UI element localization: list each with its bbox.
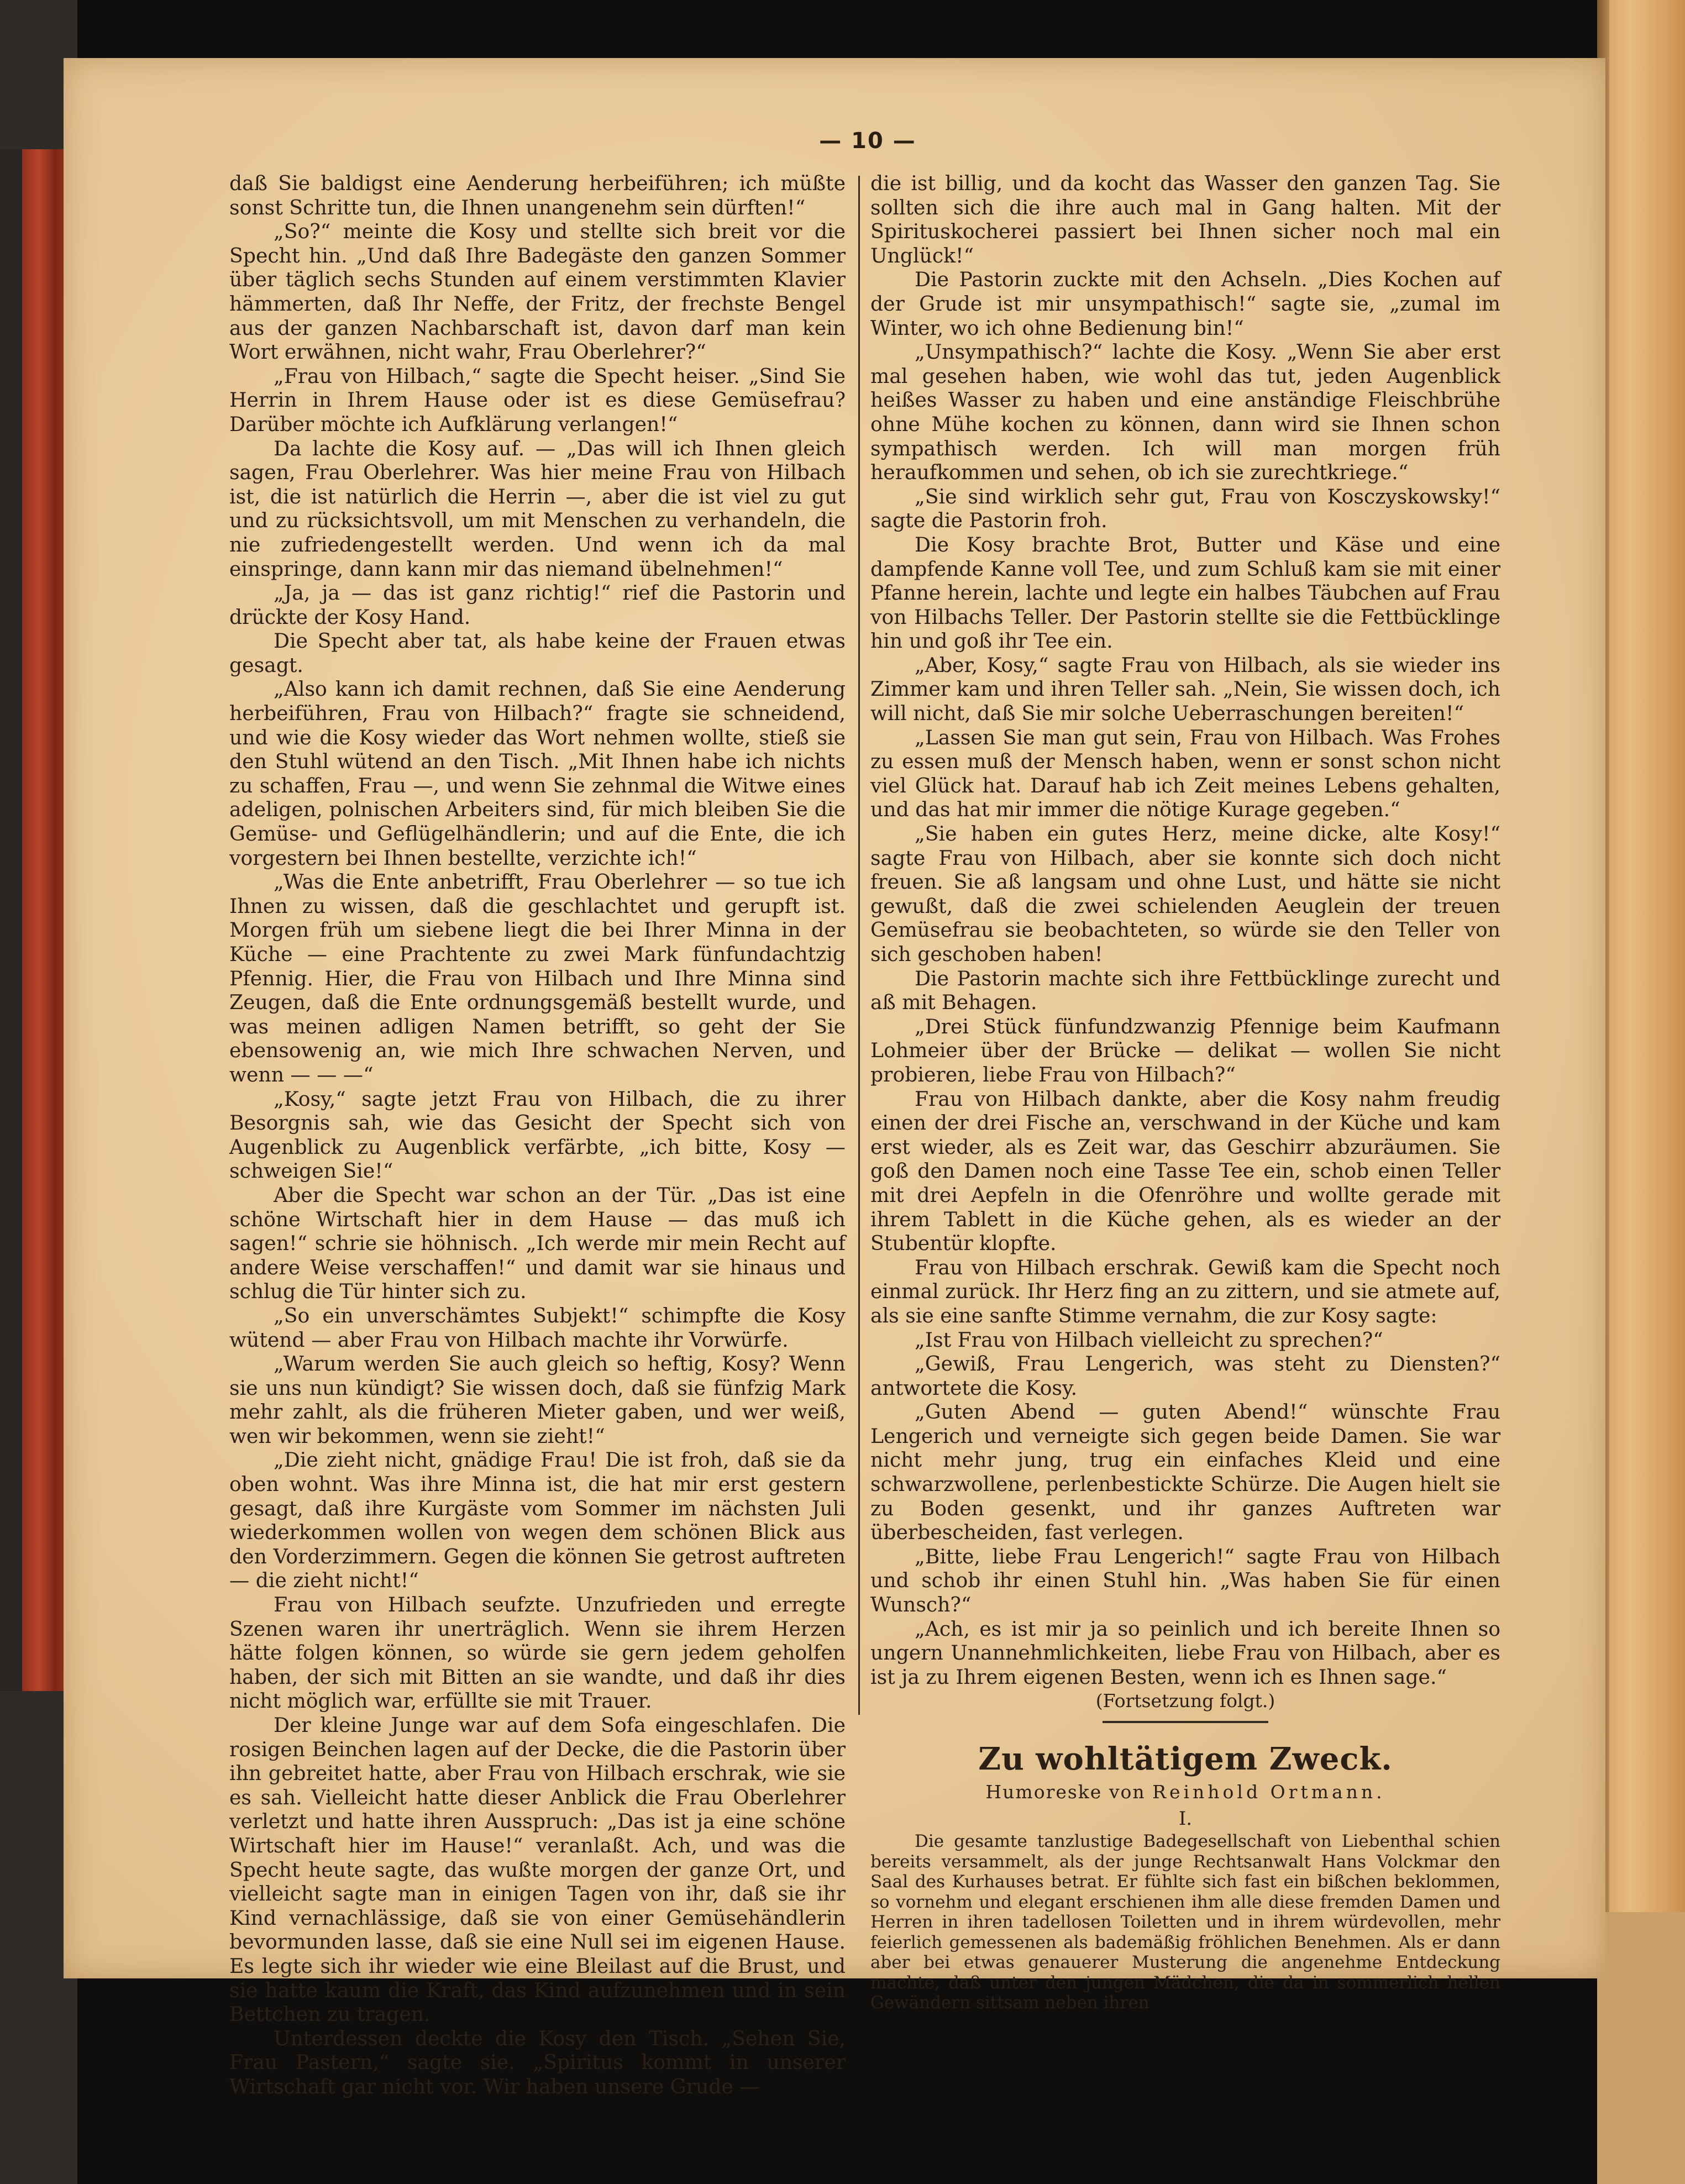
paragraph: Frau von Hilbach erschrak. Gewiß kam die Specht noch einmal zurück. Ihr Herz fing an zu zittern, und sie atmete auf, als sie eine sanfte Stimme vernahm, die zur Kosy sagte: (870, 1255, 1500, 1327)
paragraph: „Frau von Hilbach,“ sagte die Specht heiser. „Sind Sie Herrin in Ihrem Hause oder ist es diese Gemüsefrau? Darüber möchte ich Aufklärung verlangen!“ (229, 364, 846, 436)
paragraph: Frau von Hilbach dankte, aber die Kosy nahm freudig einen der drei Fische an, verschwand in der Küche und kam erst wieder, als es Zeit war, das Geschirr abzuräumen. Sie goß den Damen noch eine Tasse Tee ein, schob einen Teller mit drei Aepfeln in die Ofenröhre und wollte gerade mit ihrem Tablett in die Küche gehen, als es wieder an der Stubentür klopfte. (870, 1086, 1500, 1256)
book-page-edges-right (1597, 0, 1685, 2184)
paragraph: „Unsympathisch?“ lachte die Kosy. „Wenn Sie aber erst mal gesehen haben, wie wohl das tut, jeden Augenblick heißes Wasser zu haben und eine anständige Fleischbrühe ohne Mühe kochen zu können, dann wird sie Ihnen schon sympathisch werden. Ich will man morgen früh heraufkommen und sehen, ob ich sie zurechtkriege.“ (870, 340, 1500, 485)
paragraph: „So ein unverschämtes Subjekt!“ schimpfte die Kosy wütend — aber Frau von Hilbach machte ihr Vorwürfe. (229, 1303, 846, 1352)
paragraph: „Sie haben ein gutes Herz, meine dicke, alte Kosy!“ sagte Frau von Hilbach, aber sie konnte sich doch nicht freuen. Sie aß langsam und ohne Lust, und hätte sie nicht gewußt, daß die zwei schielenden Aeuglein der treuen Gemüsefrau sie beobachteten, so würde sie den Teller von sich geschoben haben! (870, 822, 1500, 966)
paragraph: Da lachte die Kosy auf. — „Das will ich Ihnen gleich sagen, Frau Oberlehrer. Was hier meine Frau von Hilbach ist, die ist natürlich die Herrin —, aber die ist viel zu gut und zu rücksichtsvoll, um mit Menschen zu verhandeln, die nie zufriedengestellt werden. Und wenn ich da mal einspringe, dann kann mir das niemand übelnehmen!“ (229, 436, 846, 581)
chapter-number: I. (1178, 1808, 1193, 1830)
paragraph: Die Pastorin zuckte mit den Achseln. „Dies Kochen auf der Grude ist mir unsympathisch!“ sagte sie, „zumal im Winter, wo ich ohne Bedienung bin!“ (870, 267, 1500, 340)
right-column (870, 171, 1500, 2013)
section-rule (1103, 1721, 1268, 1723)
paragraph: Frau von Hilbach seufzte. Unzufrieden und erregte Szenen waren ihr unerträglich. Wenn sie ihrem Herzen hätte folgen können, so würde sie gern jedem geholfen haben, der sich mit Bitten an sie wandte, und daß ihr dies nicht möglich war, erfüllte sie mit Trauer. (229, 1593, 846, 1713)
paragraph: daß Sie baldigst eine Aenderung herbeiführen; ich müßte sonst Schritte tun, die Ihnen unangenehm sein dürften!“ (229, 171, 846, 219)
paragraph: Die Kosy brachte Brot, Butter und Käse und eine dampfende Kanne voll Tee, und zum Schluß kam sie mit einer Pfanne herein, lachte und legte ein halbes Täubchen auf Frau von Hilbachs Teller. Der Pastorin stellte sie die Fettbücklinge hin und goß ihr Tee ein. (870, 532, 1500, 653)
paragraph: „Aber, Kosy,“ sagte Frau von Hilbach, als sie wieder ins Zimmer kam und ihren Teller sah. „Nein, Sie wissen doch, ich will nicht, daß Sie mir solche Ueberraschungen bereiten!“ (870, 653, 1500, 726)
story-paragraph: Die gesamte tanzlustige Badegesellschaft von Liebenthal schien bereits versammelt, als der junge Rechtsanwalt Hans Volckmar den Saal des Kurhauses betrat. Er fühlte sich fast ein bißchen beklommen, so vornehm und elegant erschienen ihm alle diese fremden Damen und Herren in ihren tadellosen Toiletten und in ihrem würdevollen, mehr feierlich gemessenen als bademäßig fröhlichen Benehmen. Als er dann aber bei etwas genauerer Musterung die angenehme Entdeckung machte, daß unter den jungen Mädchen, die da in sommerlich hellen Gewändern sittsam neben ihren (870, 1831, 1500, 2013)
paragraph: „Sie sind wirklich sehr gut, Frau von Kosczyskowsky!“ sagte die Pastorin froh. (870, 484, 1500, 533)
to-be-continued: (Fortsetzung folgt.) (1095, 1690, 1275, 1712)
paragraph: „Lassen Sie man gut sein, Frau von Hilbach. Was Frohes zu essen muß der Mensch haben, wenn er sonst schon nicht viel Glück hat. Darauf hab ich Zeit meines Lebens gehalten, und das hat mir immer die nötige Kurage gegeben.“ (870, 725, 1500, 822)
paragraph: „Warum werden Sie auch gleich so heftig, Kosy? Wenn sie uns nun kündigt? Sie wissen doch, daß sie fünfzig Mark mehr zahlt, als die früheren Mieter gaben, und wer weiß, wen wir bekommen, wenn sie zieht!“ (229, 1352, 846, 1448)
column-divider (858, 176, 860, 1715)
paragraph: Die Specht aber tat, als habe keine der Frauen etwas gesagt. (229, 629, 846, 677)
page-edge-bottom (1597, 1912, 1685, 2184)
paragraph: „So?“ meinte die Kosy und stellte sich breit vor die Specht hin. „Und daß Ihre Badegäste den ganzen Sommer über täglich sechs Stunden auf einem verstimmten Klavier hämmerten, daß Ihr Neffe, der Fritz, der frechste Bengel aus der ganzen Nachbarschaft ist, davon darf man kein Wort erwähnen, nicht wahr, Frau Oberlehrer?“ (229, 219, 846, 364)
story-author: Reinhold Ortmann. (1152, 1781, 1385, 1803)
paragraph: Aber die Specht war schon an der Tür. „Das ist eine schöne Wirtschaft hier in dem Hause — das muß ich sagen!“ schrie sie höhnisch. „Ich werde mir mein Recht auf andere Weise verschaffen!“ und damit war sie hinaus und schlug die Tür hinter sich zu. (229, 1183, 846, 1304)
story-byline (870, 1778, 1500, 1806)
story-title: Zu wohltätigem Zweck. (978, 1741, 1393, 1777)
paragraph: „Drei Stück fünfundzwanzig Pfennige beim Kaufmann Lohmeier über der Brücke — delikat — wollen Sie nicht probieren, liebe Frau von Hilbach?“ (870, 1014, 1500, 1086)
paragraph: „Ja, ja — das ist ganz richtig!“ rief die Pastorin und drückte der Kosy Hand. (229, 581, 846, 629)
right-column-paragraphs (870, 171, 1500, 1689)
paragraph: Die Pastorin machte sich ihre Fettbücklinge zurecht und aß mit Behagen. (870, 966, 1500, 1015)
paragraph: „Was die Ente anbetrifft, Frau Oberlehrer — so tue ich Ihnen zu wissen, daß die geschlachtet und gerupft ist. Morgen früh um siebene liegt die bei Ihrer Minna in der Küche — eine Prachtente zu zwei Mark fünfundachtzig Pfennig. Hier, die Frau von Hilbach und Ihre Minna sind Zeugen, daß die Ente ordnungsgemäß bestellt wurde, und was meinen adligen Namen betrifft, so geht der Sie ebensowenig an, wie mich Ihre schwachen Nerven, und wenn — — —“ (229, 870, 846, 1086)
paragraph: „Also kann ich damit rechnen, daß Sie eine Aenderung herbeiführen, Frau von Hilbach?“ fragte sie schneidend, und wie die Kosy wieder das Wort nehmen wollte, stieß sie den Stuhl wütend an den Tisch. „Mit Ihnen habe ich nichts zu schaffen, Frau —, und wenn Sie zehnmal die Witwe eines adeligen, polnischen Arbeiters sind, für mich bleiben Sie die Gemüse- und Geflügelhändlerin; und auf die Ente, die ich vorgestern bei Ihnen bestellte, verzichte ich!“ (229, 677, 846, 870)
paragraph: „Ach, es ist mir ja so peinlich und ich bereite Ihnen so ungern Unannehmlichkeiten, liebe Frau von Hilbach, aber es ist ja zu Ihrem eigenen Besten, wenn ich es Ihnen sage.“ (870, 1616, 1500, 1689)
paragraph: „Guten Abend — guten Abend!“ wünschte Frau Lengerich und verneigte sich gegen beide Damen. Sie war nicht mehr jung, trug ein einfaches Kleid und eine schwarzwollene, perlenbestickte Schürze. Die Augen hielt sie zu Boden gesenkt, und ihr ganzes Auftreten war überbescheiden, fast verlegen. (870, 1400, 1500, 1545)
paragraph: „Gewiß, Frau Lengerich, was steht zu Diensten?“ antwortete die Kosy. (870, 1352, 1500, 1400)
paragraph: „Ist Frau von Hilbach vielleicht zu sprechen?“ (915, 1327, 1383, 1352)
left-column (229, 171, 846, 2099)
paragraph: Unterdessen deckte die Kosy den Tisch. „Sehen Sie, Frau Pastern,“ sagte sie. „Spiritus kommt in unserer Wirtschaft gar nicht vor. Wir haben unsere Grude — (229, 2026, 846, 2098)
paragraph: Der kleine Junge war auf dem Sofa eingeschlafen. Die rosigen Beinchen lagen auf der Decke, die die Pastorin über ihn gebreitet hatte, aber Frau von Hilbach erschrak, wie sie es sah. Vielleicht hatte dieser Anblick die Frau Oberlehrer verletzt und hatte ihren Ausspruch: „Das ist ja eine schöne Wirtschaft hier im Hause!“ veranlaßt. Ach, und was die Specht heute sagte, das wußte morgen der ganze Ort, und vielleicht sagte man in einigen Tagen von ihr, daß sie ihr Kind vernachlässige, daß sie von einer Gemüsehändlerin bevormunden lasse, daß sie eine Null sei im eigenen Hause. Es legte sich ihr wieder wie eine Bleilast auf die Brust, und sie hatte kaum die Kraft, das Kind aufzunehmen und in sein Bettchen zu tragen. (229, 1713, 846, 2027)
paragraph: „Bitte, liebe Frau Lengerich!“ sagte Frau von Hilbach und schob ihr einen Stuhl hin. „Was haben Sie für einen Wunsch?“ (870, 1544, 1500, 1617)
paragraph: „Die zieht nicht, gnädige Frau! Die ist froh, daß sie da oben wohnt. Was ihre Minna ist, die hat mir erst gestern gesagt, daß ihre Kurgäste vom Sommer im nächsten Juli wiederkommen wollen von wegen dem schönen Blick aus den Vorderzimmern. Gegen die können Sie getrost auftreten — die zieht nicht!“ (229, 1448, 846, 1593)
paragraph: die ist billig, und da kocht das Wasser den ganzen Tag. Sie sollten sich die ihre auch mal in Gang halten. Mit der Spirituskocherei passiert bei Ihnen sicher noch mal ein Unglück!“ (870, 171, 1500, 267)
story-body (870, 1831, 1500, 2013)
paragraph: „Kosy,“ sagte jetzt Frau von Hilbach, die zu ihrer Besorgnis sah, wie das Gesicht der Specht sich von Augenblick zu Augenblick verfärbte, „ich bitte, Kosy — schweigen Sie!“ (229, 1086, 846, 1183)
page-number: — 10 — (819, 128, 916, 154)
story-genre: Humoreske von (985, 1781, 1146, 1803)
